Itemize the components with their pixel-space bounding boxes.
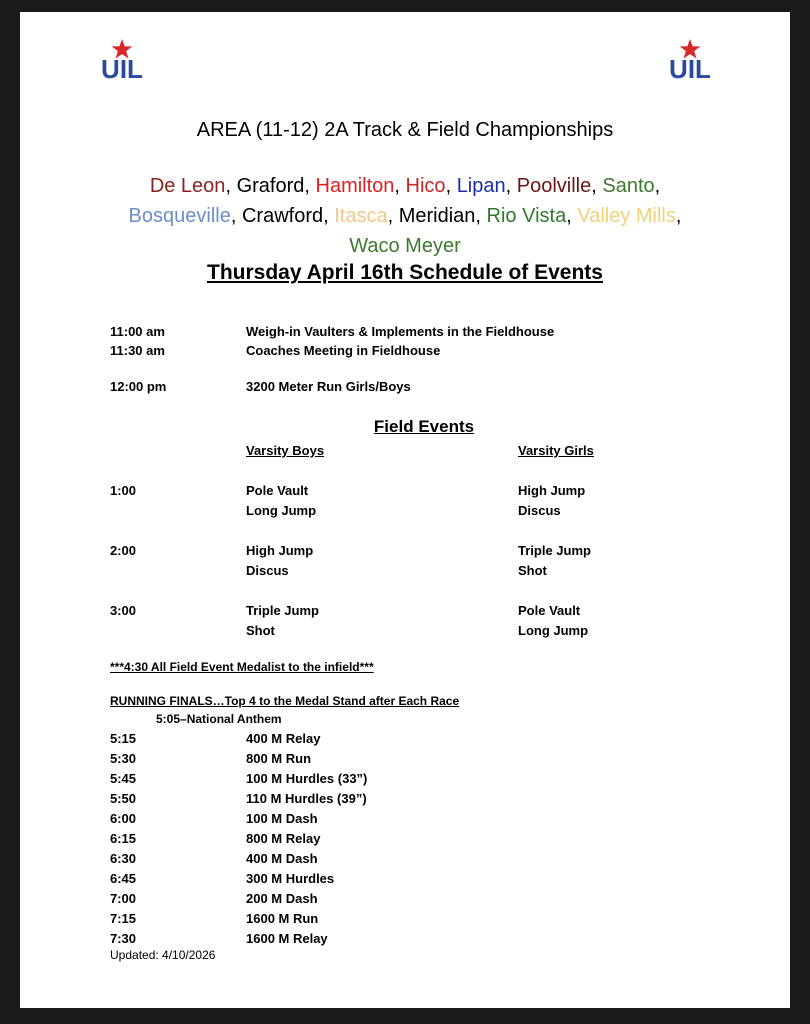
school-separator: , (566, 205, 578, 227)
girls-field-event: Pole Vault (518, 603, 581, 618)
pre-event-time: 11:00 am (110, 324, 165, 339)
final-time: 6:45 (110, 871, 137, 886)
document-page (20, 12, 790, 1008)
final-event: 1600 M Relay (246, 931, 328, 946)
schedule-heading: Thursday April 16th Schedule of Events (207, 261, 603, 284)
final-event: 1600 M Run (246, 911, 319, 926)
school-name: Meridian (398, 205, 476, 227)
school-separator: , (505, 175, 517, 197)
boys-field-event: Pole Vault (246, 483, 309, 498)
school-list (20, 171, 790, 261)
final-time: 6:15 (110, 831, 137, 846)
school-name: Bosqueville (128, 205, 231, 227)
school-name: Rio Vista (486, 205, 567, 227)
boys-field-event: Long Jump (246, 503, 317, 518)
boys-field-event: Triple Jump (246, 603, 319, 618)
girls-field-event: Shot (518, 563, 547, 578)
updated-date: Updated: 4/10/2026 (110, 948, 216, 962)
logo-text: UIL (669, 54, 711, 80)
school-name: Lipan (456, 175, 506, 197)
final-time: 5:15 (110, 731, 137, 746)
pre-event-name: Weigh-in Vaulters & Implements in the Fieldhouse (246, 324, 555, 339)
boys-field-event: High Jump (246, 543, 314, 558)
school-name: Waco Meyer (349, 235, 461, 257)
school-separator: , (591, 175, 603, 197)
final-event: 110 M Hurdles (39”) (246, 791, 367, 806)
school-separator: , (323, 205, 335, 227)
pre-event-name: Coaches Meeting in Fieldhouse (246, 343, 441, 358)
final-event: 400 M Relay (246, 731, 321, 746)
school-separator: , (304, 175, 316, 197)
school-separator: , (387, 205, 399, 227)
school-separator: , (445, 175, 457, 197)
boys-field-event: Discus (246, 563, 289, 578)
uil-logo-right (661, 38, 719, 80)
final-time: 5:30 (110, 751, 137, 766)
school-name: Hico (405, 175, 446, 197)
national-anthem: 5:05–National Anthem (156, 712, 282, 726)
school-name: Graford (236, 175, 305, 197)
girls-field-event: Long Jump (518, 623, 589, 638)
school-separator: , (394, 175, 406, 197)
school-separator: , (654, 175, 661, 197)
final-time: 7:30 (110, 931, 137, 946)
logo-text: UIL (101, 54, 143, 80)
school-separator: , (675, 205, 682, 227)
pre-event-time: 11:30 am (110, 343, 165, 358)
final-time: 6:30 (110, 851, 137, 866)
field-slot-time: 2:00 (110, 543, 137, 558)
girls-field-event: Discus (518, 503, 561, 518)
girls-field-event: Triple Jump (518, 543, 591, 558)
school-name: Santo (602, 175, 655, 197)
pre-event-time: 12:00 pm (110, 379, 167, 394)
school-name: Valley Mills (577, 205, 676, 227)
school-name: De Leon (149, 175, 226, 197)
final-time: 7:00 (110, 891, 137, 906)
final-event: 800 M Relay (246, 831, 321, 846)
final-event: 200 M Dash (246, 891, 318, 906)
school-separator: , (225, 175, 237, 197)
final-event: 800 M Run (246, 751, 312, 766)
school-separator: , (230, 205, 242, 227)
school-name: Hamilton (315, 175, 395, 197)
varsity-boys-header: Varsity Boys (246, 443, 325, 458)
varsity-girls-header: Varsity Girls (518, 443, 594, 458)
uil-logo-left (93, 38, 151, 80)
school-separator: , (475, 205, 487, 227)
meet-title: AREA (11-12) 2A Track & Field Championships (196, 119, 614, 141)
boys-field-event: Shot (246, 623, 275, 638)
final-event: 100 M Dash (246, 811, 318, 826)
final-time: 5:50 (110, 791, 137, 806)
final-event: 400 M Dash (246, 851, 318, 866)
field-slot-time: 1:00 (110, 483, 137, 498)
final-event: 300 M Hurdles (246, 871, 335, 886)
running-finals-header: RUNNING FINALS…Top 4 to the Medal Stand after Each Race (110, 694, 460, 708)
school-name: Poolville (516, 175, 592, 197)
final-time: 5:45 (110, 771, 137, 786)
final-time: 7:15 (110, 911, 137, 926)
final-time: 6:00 (110, 811, 137, 826)
school-name: Itasca (334, 205, 388, 227)
school-name: Crawford (241, 205, 324, 227)
field-slot-time: 3:00 (110, 603, 137, 618)
girls-field-event: High Jump (518, 483, 586, 498)
pre-event-name: 3200 Meter Run Girls/Boys (246, 379, 411, 394)
final-event: 100 M Hurdles (33”) (246, 771, 368, 786)
medalist-note: ***4:30 All Field Event Medalist to the infield*** (110, 660, 374, 674)
field-events-heading: Field Events (373, 417, 475, 436)
